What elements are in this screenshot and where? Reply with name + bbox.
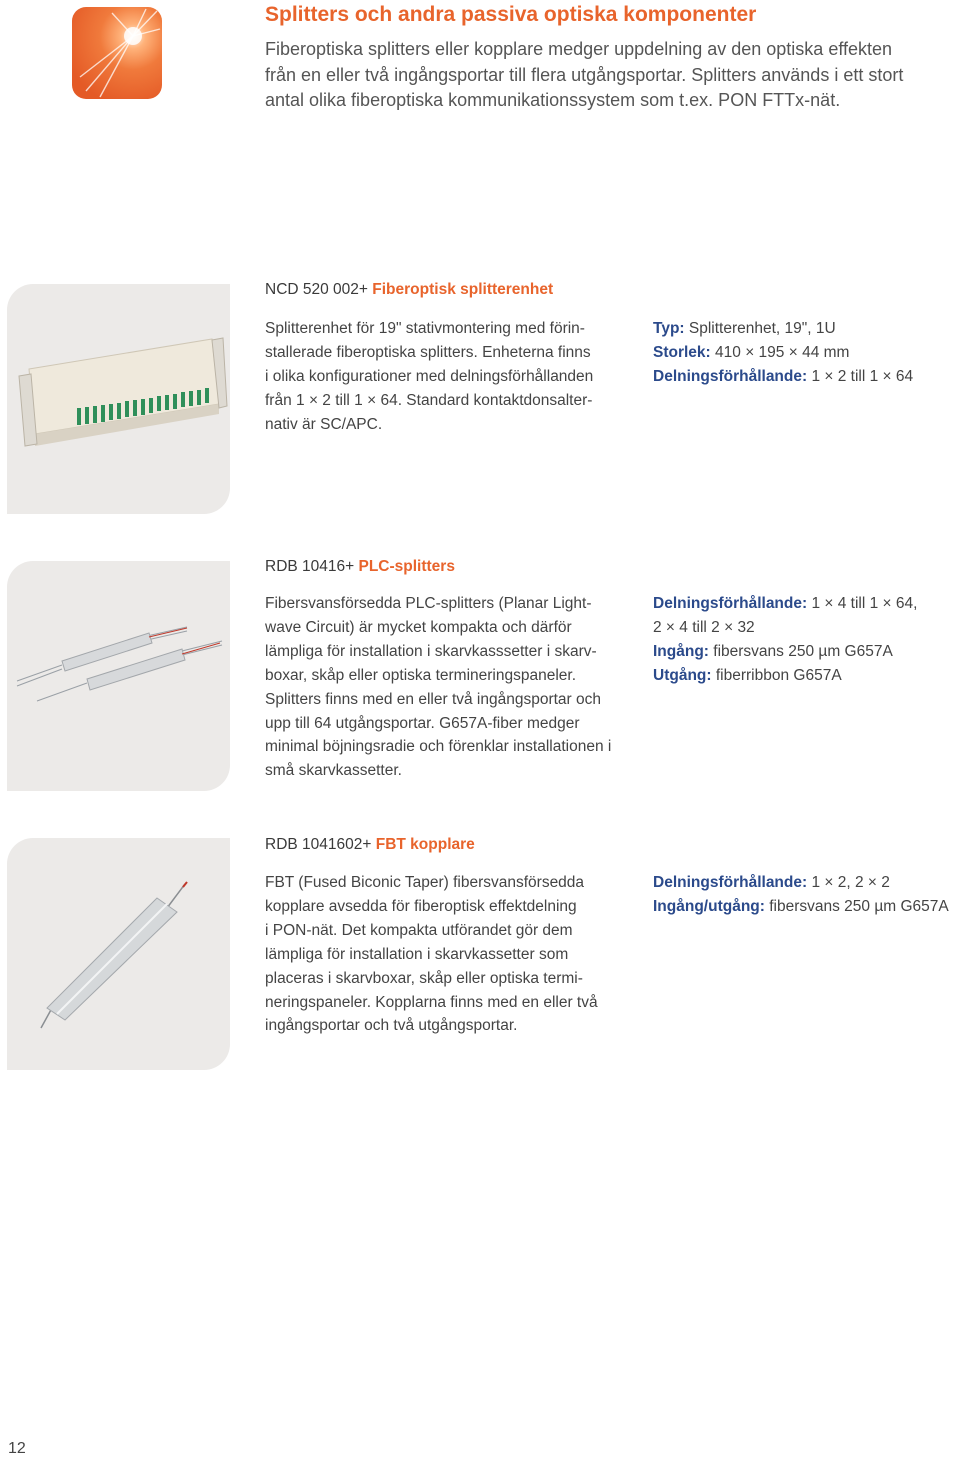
intro-line: från en eller två ingångsportar till flera utgångsportar. Splitters används i ett stort <box>265 64 904 85</box>
spec-value: fiberribbon G657A <box>715 666 842 684</box>
spec-row <box>653 640 958 664</box>
intro-line: Fiberoptiska splitters eller kopplare medger uppdelning av den optiska effekten <box>265 39 893 59</box>
description-line: wave Circuit) är mycket kompakta och därför <box>265 618 572 636</box>
description-line: lämpliga för installation i skarvkasssetter i skarv- <box>265 642 597 660</box>
description-line: boxar, skåp eller optiska termineringspaneler. <box>265 666 577 684</box>
fiber-glow-icon <box>72 7 162 99</box>
spec-value: fibersvans 250 µm G657A <box>769 897 949 915</box>
description-line: minimal böjningsradie och förenklar installationen i <box>265 738 612 756</box>
description-line: små skarvkassetter. <box>265 762 402 780</box>
spec-value: Splitterenhet, 19", 1U <box>688 320 836 337</box>
product-description <box>265 871 630 1038</box>
product-code: NCD 520 002+ <box>265 281 368 298</box>
spec-label: Delningsförhållande: <box>653 874 808 891</box>
spec-row <box>653 365 958 389</box>
fiber-optic-logo-image <box>72 7 162 99</box>
description-line: från 1 × 2 till 1 × 64. Standard kontaktdonsalter- <box>265 391 593 409</box>
description-line: placeras i skarvboxar, skåp eller optiska termi- <box>265 969 583 987</box>
spec-value: 410 × 195 × 44 mm <box>715 343 850 361</box>
product-specs <box>653 871 958 919</box>
product-title <box>265 281 553 299</box>
description-line: Splitterenhet för 19" stativmontering med förin- <box>265 320 585 337</box>
spec-label: Typ: <box>653 320 685 337</box>
product-code: RDB 10416+ <box>265 558 355 575</box>
description-line: i olika konfigurationer med delningsförhållanden <box>265 367 594 385</box>
spec-value: 1 × 2 till 1 × 64 <box>811 367 914 385</box>
spec-label: Utgång: <box>653 666 712 684</box>
description-line: lämpliga för installation i skarvkassetter som <box>265 945 569 963</box>
spec-label: Storlek: <box>653 343 711 361</box>
intro-line: antal olika fiberoptiska kommunikationssystem som t.ex. PON FTTx-nät. <box>265 90 841 110</box>
fbt-coupler-photo <box>7 838 230 1070</box>
spec-row <box>653 317 958 341</box>
spec-row <box>653 341 958 365</box>
description-line: Fibersvansförsedda PLC-splitters (Planar Light- <box>265 595 592 612</box>
spec-row <box>653 871 958 895</box>
product-title <box>265 836 475 854</box>
spec-label: Delningsförhållande: <box>653 367 808 385</box>
product-description <box>265 317 630 437</box>
spec-row <box>653 895 958 919</box>
description-line: kopplare avsedda för fiberoptisk effektdelning <box>265 897 577 915</box>
product-specs <box>653 592 958 688</box>
description-line: nativ är SC/APC. <box>265 415 383 433</box>
page-title: Splitters och andra passiva optiska komponenter <box>265 3 757 26</box>
spec-label: Ingång: <box>653 642 709 660</box>
spec-row <box>653 664 958 688</box>
description-line: i PON-nät. Det kompakta utförandet gör dem <box>265 921 573 939</box>
spec-row <box>653 592 958 616</box>
spec-row <box>653 616 958 640</box>
page-number: 12 <box>8 1440 26 1457</box>
product-name: Fiberoptisk splitterenhet <box>372 281 554 298</box>
spec-value: 2 × 4 till 2 × 32 <box>653 618 755 636</box>
plc-splitter-photo <box>7 561 230 791</box>
product-code: RDB 1041602+ <box>265 836 372 853</box>
spec-label: Delningsförhållande: <box>653 595 808 612</box>
product-title <box>265 558 455 576</box>
description-line: Splitters finns med en eller två ingångsportar och <box>265 690 602 708</box>
description-line: FBT (Fused Biconic Taper) fibersvansförsedda <box>265 874 585 891</box>
description-line: upp till 64 utgångsportar. G657A-fiber medger <box>265 714 580 732</box>
description-line: neringspaneler. Kopplarna finns med en eller två <box>265 993 598 1011</box>
description-line: ingångsportar och två utgångsportar. <box>265 1017 518 1035</box>
product-name: FBT kopplare <box>375 836 475 853</box>
description-line: stallerade fiberoptiska splitters. Enheterna finns <box>265 343 591 361</box>
product-name: PLC-splitters <box>358 558 455 575</box>
product-description <box>265 592 630 783</box>
product-specs <box>653 317 958 389</box>
intro-paragraph <box>265 37 955 114</box>
splitter-unit-photo <box>7 284 230 514</box>
spec-value: 1 × 4 till 1 × 64, <box>811 595 918 612</box>
spec-value: fibersvans 250 µm G657A <box>713 642 893 660</box>
spec-value: 1 × 2, 2 × 2 <box>811 874 890 891</box>
spec-label: Ingång/utgång: <box>653 897 765 915</box>
